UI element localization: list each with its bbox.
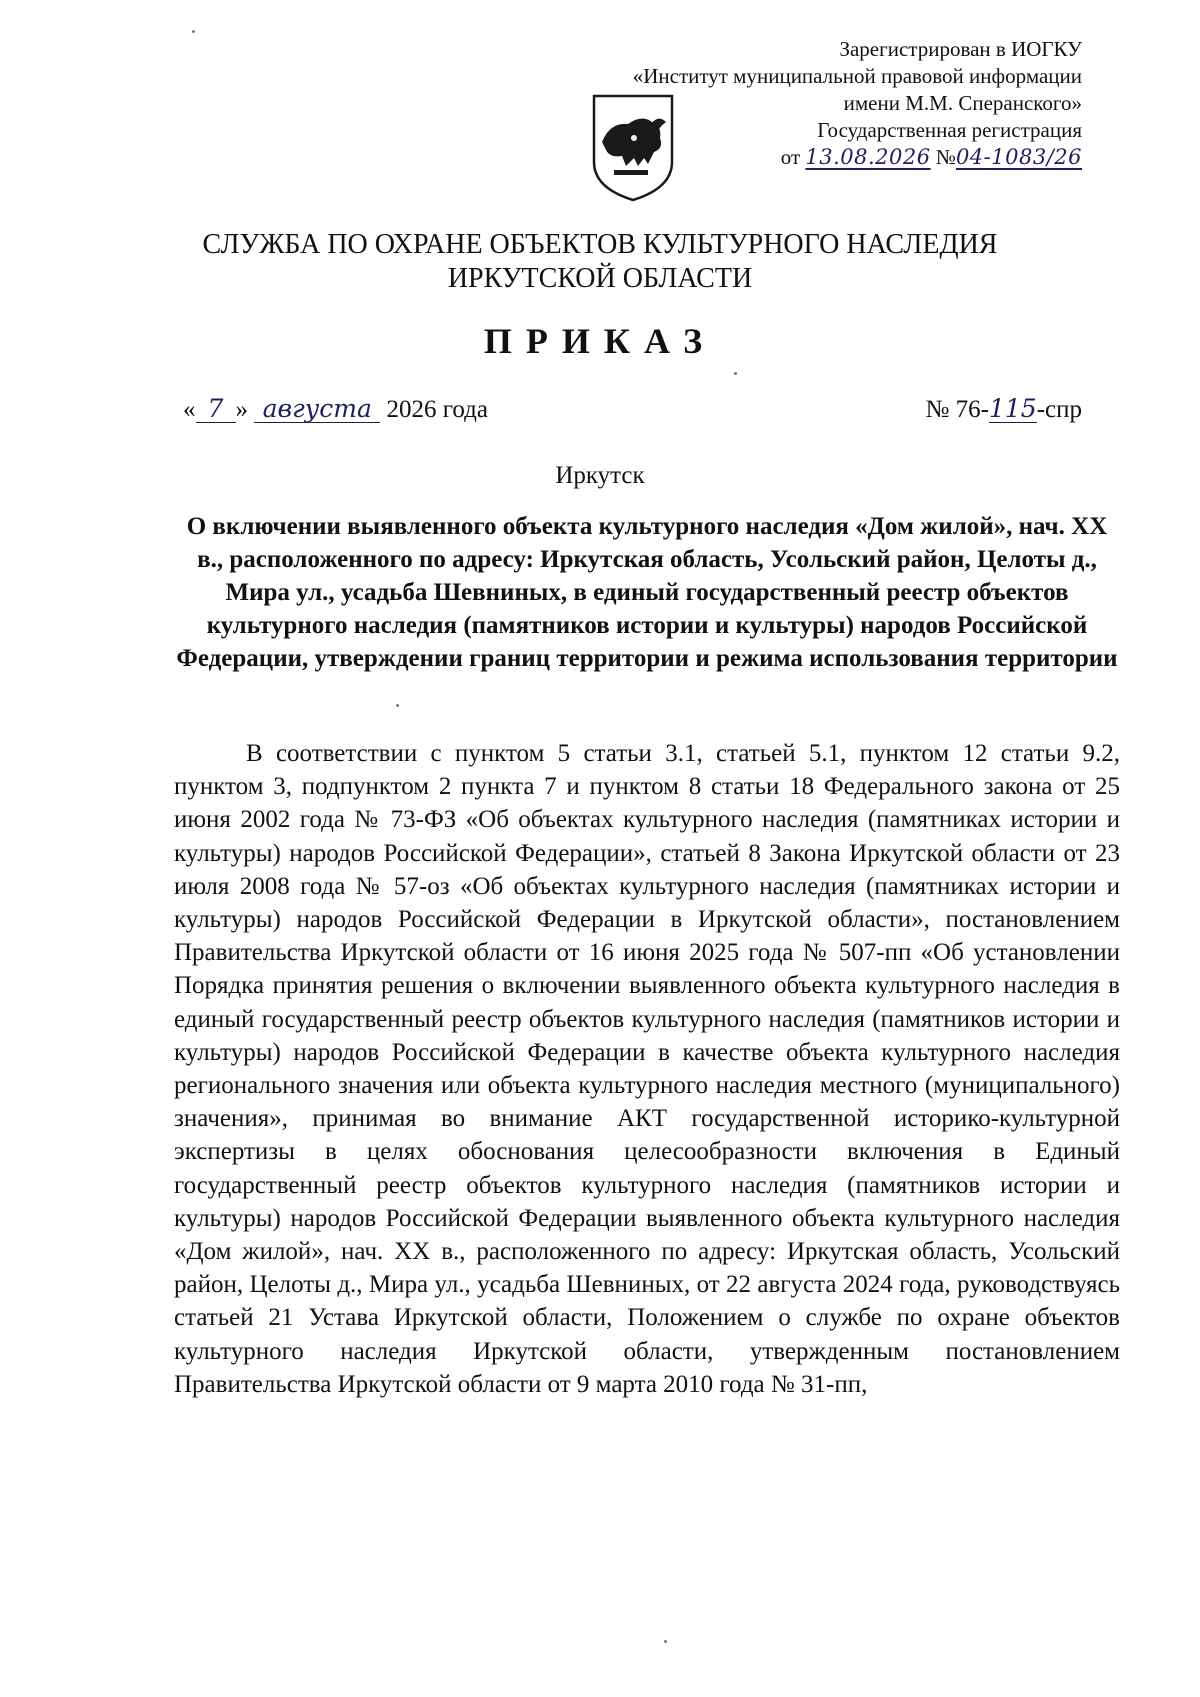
registration-date-number-line — [633, 144, 1082, 171]
city: Иркутск — [555, 462, 645, 489]
scan-speck — [734, 372, 737, 375]
registration-line-4: Государственная регистрация — [817, 118, 1082, 142]
registration-number-handwritten: 04-1083/26 — [955, 145, 1082, 169]
order-number-prefix: № 76- — [925, 396, 989, 423]
scan-speck — [396, 704, 399, 707]
date-day-handwritten: 7 — [196, 396, 236, 423]
order-number-handwritten: 115 — [988, 394, 1037, 423]
date-month-handwritten: августа — [254, 396, 380, 423]
registration-line-3: имени М.М. Сперанского» — [843, 91, 1082, 115]
order-number — [926, 396, 1082, 424]
scan-speck — [192, 30, 195, 33]
registration-date-handwritten: 13.08.2026 — [805, 145, 931, 169]
date-year: 2026 года — [386, 396, 488, 423]
registration-number-prefix: № — [935, 145, 956, 169]
registration-stamp — [633, 36, 1082, 171]
document-type-heading: ПРИКАЗ — [483, 321, 717, 361]
order-date — [183, 396, 488, 424]
order-number-suffix: -спр — [1036, 396, 1082, 423]
agency-name — [0, 228, 1200, 296]
registration-date-prefix: от — [780, 145, 801, 169]
date-quote-close: » — [235, 396, 248, 423]
scan-speck — [664, 1640, 667, 1643]
order-title: О включении выявленного объекта культурного наследия «Дом жилой», нач. XX в., расположенного по адресу: Иркутская область, Усольский район, Целоты д., Мира ул., усадьба Шевниных, в единый государственный реестр объектов культурного наследия (памятников истории и культуры) народов Российской Федерации, утверждении границ территории и режима использования территории — [176, 513, 1118, 672]
registration-line-2: «Институт муниципальной правовой информации — [632, 64, 1082, 88]
date-quote-open: « — [183, 396, 196, 423]
registration-line-1: Зарегистрирован в ИОГКУ — [839, 37, 1082, 61]
order-body-paragraph: В соответствии с пунктом 5 статьи 3.1, статьей 5.1, пунктом 12 статьи 9.2, пунктом 3, подпунктом 2 пункта 7 и пунктом 8 статьи 18 Федерального закона от 25 июня 2002 года № 73-ФЗ «Об объектах культурного наследия (памятниках истории и культуры) народов Российской Федерации», статьей 8 Закона Иркутской области от 23 июля 2008 года № 57-оз «Об объектах культурного наследия (памятниках истории и культуры) народов Российской Федерации в Иркутской области», постановлением Правительства Иркутской области от 16 июня 2025 года № 507-пп «Об установлении Порядка принятия решения о включении выявленного объекта культурного наследия в единый государственный реестр объектов культурного наследия (памятников истории и культуры) народов Российской Федерации в качестве объекта культурного наследия регионального значения или объекта культурного наследия местного (муниципального) значения», принимая во внимание АКТ государственной историко-культурной экспертизы в целях обоснования целесообразности включения в Единый государственный реестр объектов культурного наследия (памятников истории и культуры) народов Российской Федерации выявленного объекта культурного наследия «Дом жилой», нач. XX в., расположенного по адресу: Иркутская область, Усольский район, Целоты д., Мира ул., усадьба Шевниных, от 22 августа 2024 года, руководствуясь статьей 21 Устава Иркутской области, Положением о службе по охране объектов культурного наследия Иркутской области, утвержденным постановлением Правительства Иркутской области от 9 марта 2010 года № 31-пп, — [174, 740, 1120, 1398]
agency-name-line-1: СЛУЖБА ПО ОХРАНЕ ОБЪЕКТОВ КУЛЬТУРНОГО НАСЛЕДИЯ — [202, 229, 998, 260]
irkutsk-coat-of-arms-icon — [590, 92, 676, 204]
agency-name-line-2: ИРКУТСКОЙ ОБЛАСТИ — [447, 263, 753, 294]
